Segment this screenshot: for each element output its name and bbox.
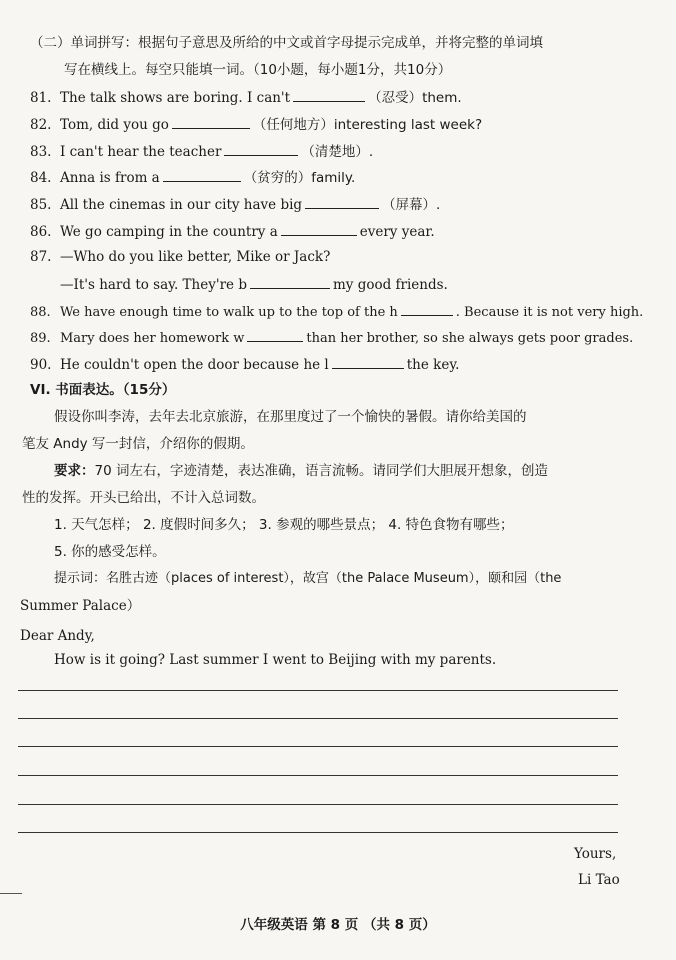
section2-heading-line1: （二）单词拼写：根据句子意思及所给的中文或首字母提示完成单，并将完整的单词填 (30, 35, 543, 51)
question-81: 81. The talk shows are boring. I can't （忍受）them. (30, 90, 462, 106)
letter-salutation: Dear Andy, (20, 628, 95, 644)
writing-prompt-line2: 笔友 Andy 写一封信，介绍你的假期。 (22, 436, 254, 452)
writing-line-4[interactable] (18, 775, 618, 776)
question-85: 85. All the cinemas in our city have big （屏幕）. (30, 197, 441, 213)
question-86: 86. We go camping in the country a every year. (30, 224, 435, 240)
answer-blank-86[interactable] (281, 222, 357, 236)
answer-blank-88[interactable] (401, 302, 453, 316)
answer-blank-87[interactable] (250, 275, 330, 289)
question-87-reply: —It's hard to say. They're b my good friends. (60, 277, 448, 293)
question-87: 87. —Who do you like better, Mike or Jack? (30, 249, 331, 265)
requirements-line2: 性的发挥。开头已给出，不计入总词数。 (22, 490, 265, 506)
question-89: 89. Mary does her homework w than her brother, so she always gets poor grades. (30, 328, 633, 348)
requirements-line1: 要求：70 词左右，字迹清楚，表达准确，语言流畅。请同学们大胆展开想象，创造 (54, 463, 548, 479)
answer-blank-85[interactable] (305, 195, 379, 209)
question-82: 82. Tom, did you go （任何地方）interesting last week? (30, 117, 483, 133)
section2-heading-line2: 写在横线上。每空只能填一词。（10小题，每小题1分，共10分） (64, 62, 452, 78)
question-88: 88. We have enough time to walk up to the top of the h . Because it is not very high. (30, 302, 643, 322)
question-84: 84. Anna is from a （贫穷的）family. (30, 170, 356, 186)
writing-line-2[interactable] (18, 718, 618, 719)
letter-closing: Yours, (574, 846, 617, 862)
content-points-line1: 1. 天气怎样； 2. 度假时间多久； 3. 参观的哪些景点； 4. 特色食物有哪些； (54, 517, 514, 533)
question-83: 83. I can't hear the teacher （清楚地）. (30, 144, 374, 160)
answer-blank-82[interactable] (172, 115, 250, 129)
answer-blank-84[interactable] (163, 168, 241, 182)
letter-signature: Li Tao (578, 872, 620, 888)
writing-prompt-line1: 假设你叫李涛，去年去北京旅游，在那里度过了一个愉快的暑假。请你给美国的 (54, 409, 527, 425)
answer-blank-81[interactable] (293, 88, 365, 102)
answer-blank-90[interactable] (332, 355, 404, 369)
question-90: 90. He couldn't open the door because he l the key. (30, 357, 460, 373)
content-points-line2: 5. 你的感受怎样。 (54, 544, 166, 560)
hint-words-line2: Summer Palace） (20, 598, 141, 614)
hint-words-line1: 提示词：名胜古迹（places of interest），故宫（the Palace Museum），颐和园（the (54, 571, 562, 586)
letter-opening: How is it going? Last summer I went to Beijing with my parents. (54, 652, 497, 668)
answer-blank-89[interactable] (247, 328, 303, 342)
writing-line-1[interactable] (18, 690, 618, 691)
section6-heading: VI. 书面表达。（15分） (30, 382, 176, 398)
writing-line-6[interactable] (18, 832, 618, 833)
writing-line-3[interactable] (18, 746, 618, 747)
answer-blank-83[interactable] (224, 142, 298, 156)
page-footer: 八年级英语 第 8 页 （共 8 页） (240, 917, 436, 933)
page-edge-mark (0, 893, 22, 894)
writing-line-5[interactable] (18, 804, 618, 805)
